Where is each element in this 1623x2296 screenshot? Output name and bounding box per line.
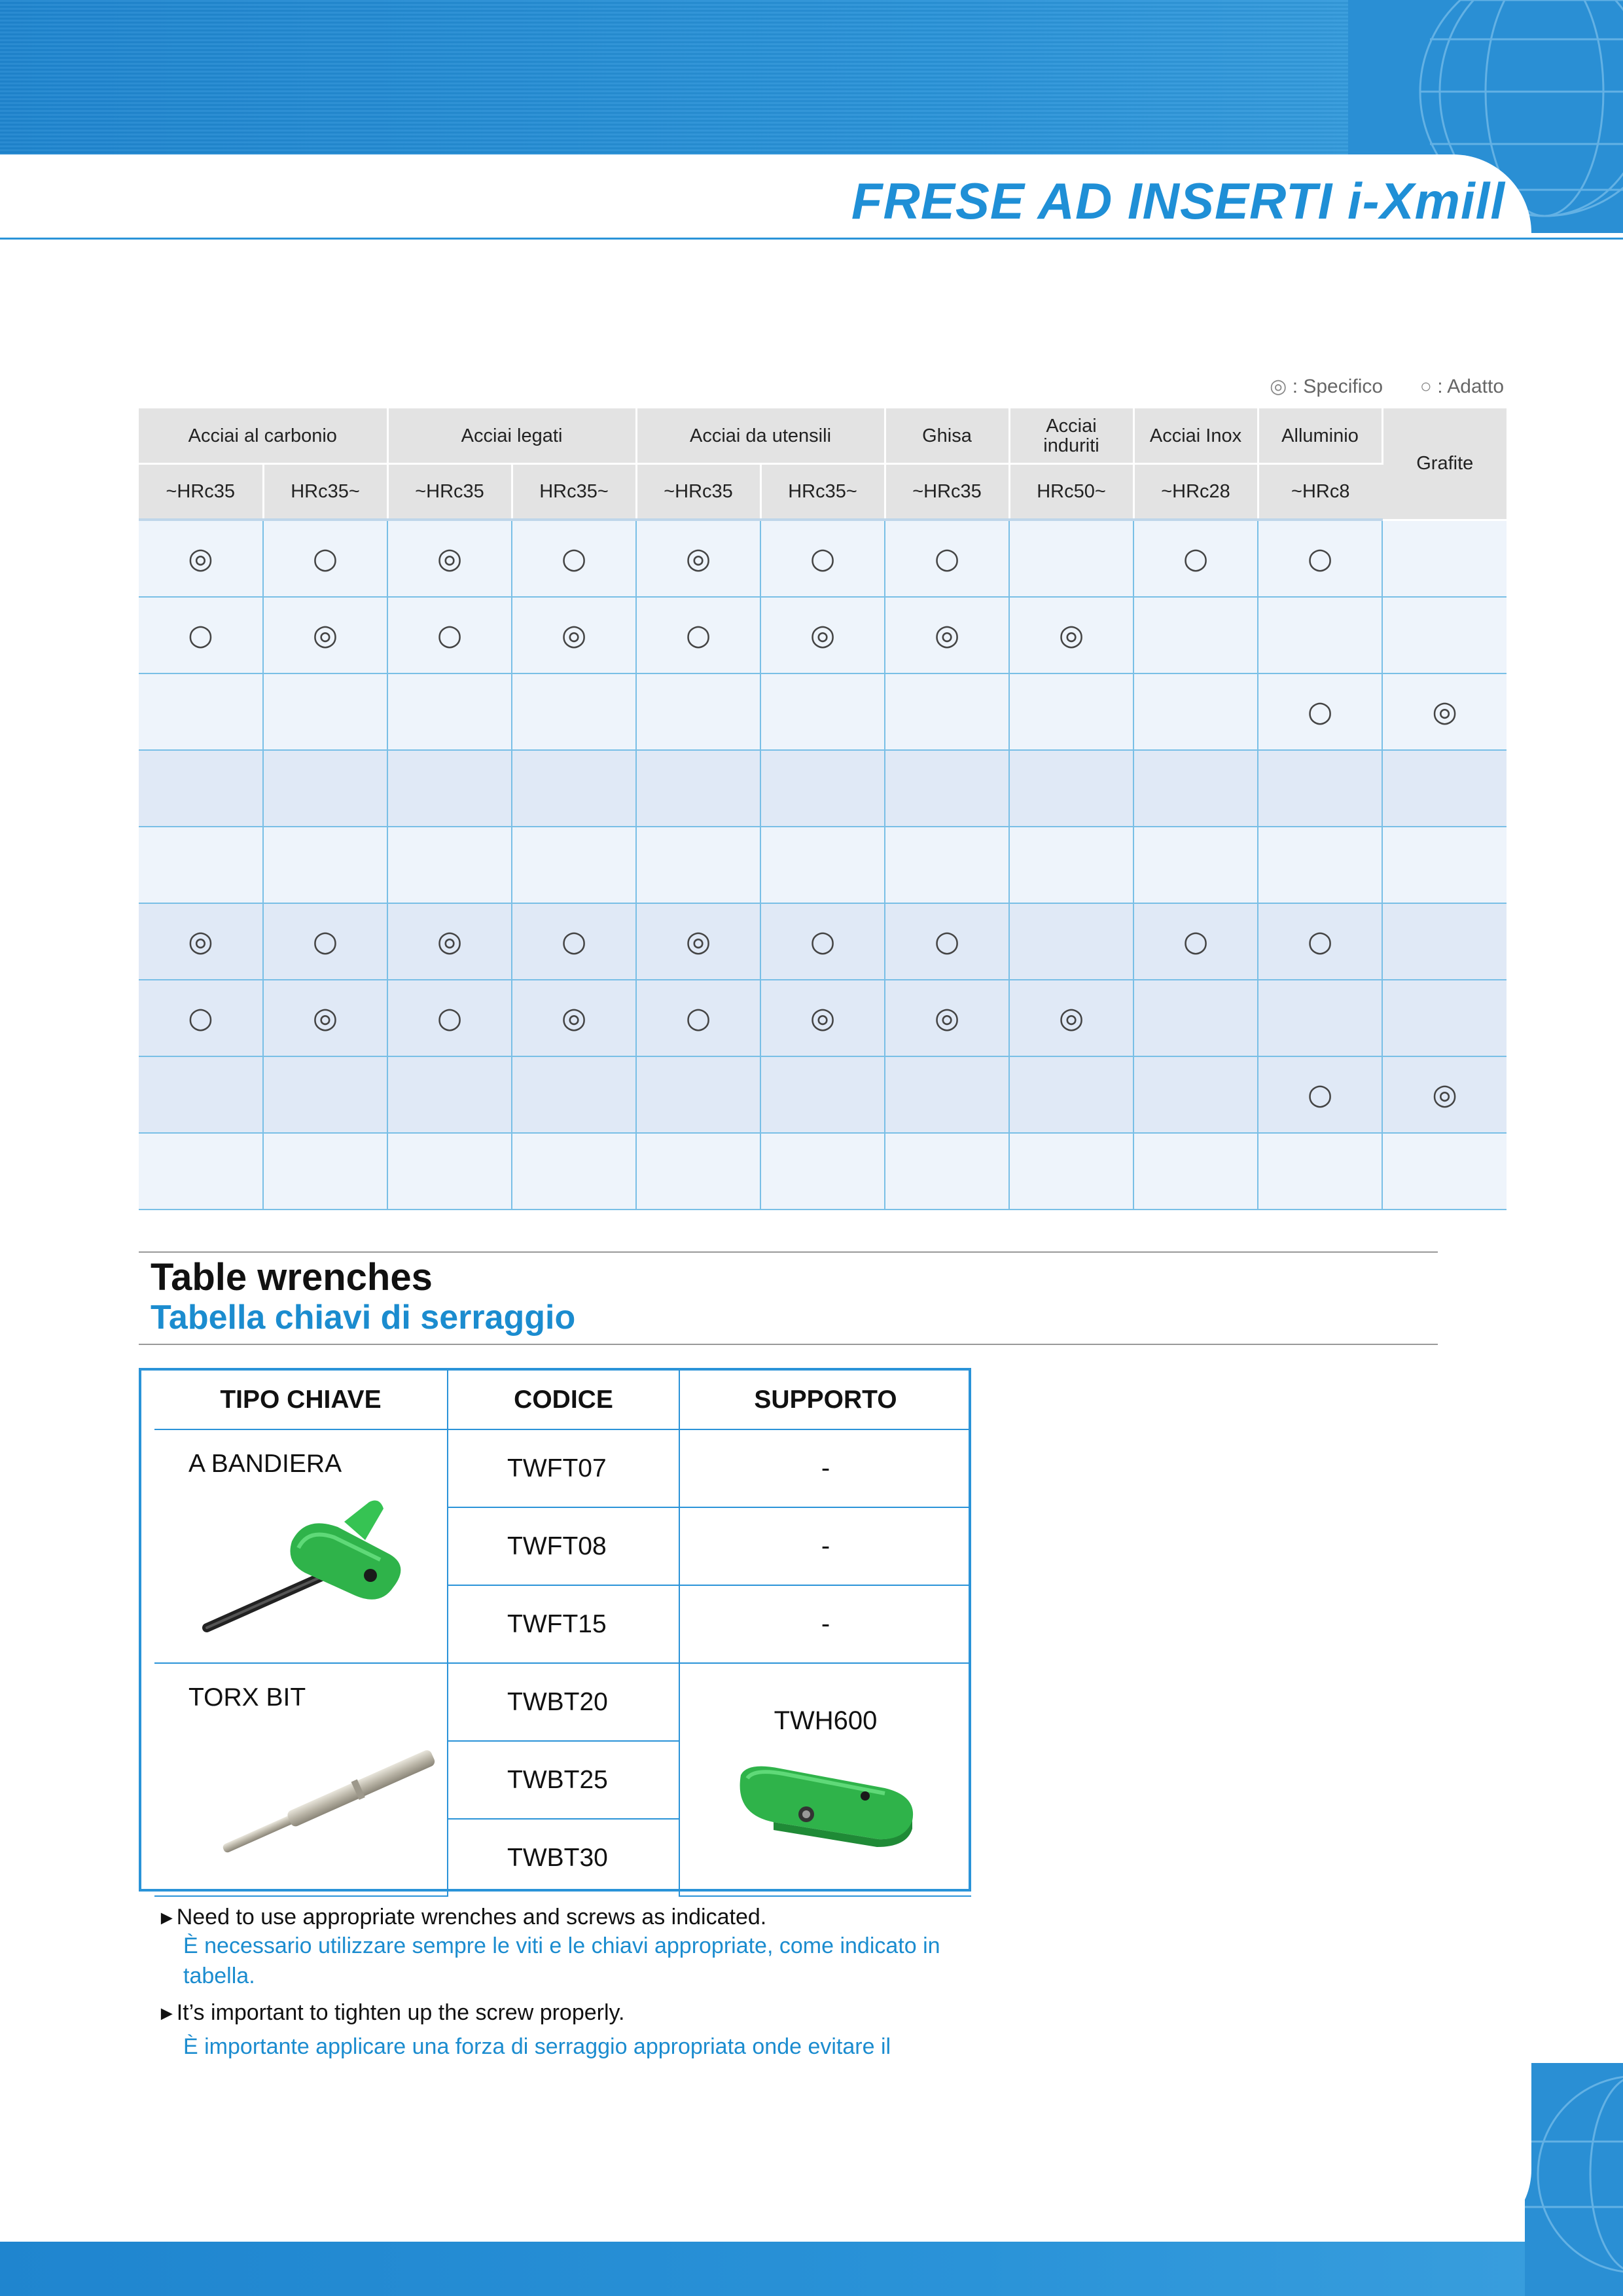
specific-symbol: ◎	[810, 619, 836, 652]
suitability-cell	[760, 1056, 885, 1133]
suitable-symbol: ○	[312, 542, 338, 575]
specific-symbol: ◎	[437, 925, 463, 958]
suitability-cell	[1133, 903, 1258, 980]
suitability-cell	[636, 520, 760, 597]
suitability-cell	[885, 1056, 1009, 1133]
suitable-symbol: ○	[934, 542, 960, 575]
suitability-cell	[1009, 1056, 1133, 1133]
hardness-header: ~HRc35	[885, 464, 1009, 520]
suitability-cell	[139, 673, 263, 750]
suitability-cell	[1009, 1133, 1133, 1210]
suitability-cell	[636, 980, 760, 1056]
suitability-cell	[1382, 520, 1507, 597]
group-header-inox: Acciai Inox	[1133, 408, 1258, 464]
t-handle-wrench-image	[194, 1482, 442, 1656]
support-label-twh600: TWH600	[774, 1706, 878, 1735]
suitability-cell	[885, 597, 1009, 673]
footer-tab	[0, 2063, 1531, 2242]
suitability-cell	[1382, 597, 1507, 673]
support-twh600	[679, 1663, 971, 1896]
hardness-header: ~HRc8	[1258, 464, 1382, 520]
suitable-symbol: ○	[1307, 925, 1333, 958]
group-header-tool: Acciai da utensili	[636, 408, 885, 464]
table-row	[139, 1056, 1507, 1133]
table-row	[139, 520, 1507, 597]
suitability-cell	[636, 597, 760, 673]
suitability-cell	[636, 1056, 760, 1133]
specific-symbol: ◎	[1432, 695, 1457, 728]
suitability-cell	[1258, 520, 1382, 597]
hardness-header: HRc35~	[760, 464, 885, 520]
specific-symbol: ◎	[1058, 619, 1084, 652]
suitability-cell	[760, 903, 885, 980]
suitability-cell	[1009, 520, 1133, 597]
suitability-cell	[1133, 750, 1258, 827]
suitability-cell	[512, 750, 636, 827]
suitability-cell	[1009, 903, 1133, 980]
section-rule-bottom	[139, 1344, 1438, 1345]
suitability-cell	[760, 597, 885, 673]
code-twft07: TWFT07	[448, 1429, 679, 1507]
suitability-cell	[1258, 1056, 1382, 1133]
arrow-right-icon: ►	[157, 2003, 177, 2024]
wrenches-title-it: Tabella chiavi di serraggio	[151, 1299, 576, 1336]
suitable-symbol: ○	[810, 925, 836, 958]
specific-symbol: ◎	[810, 1001, 836, 1035]
specific-symbol: ◎	[312, 1001, 338, 1035]
header-codice: CODICE	[448, 1371, 679, 1429]
suitability-cell	[760, 673, 885, 750]
header-tipo-chiave: TIPO CHIAVE	[154, 1371, 448, 1429]
suitability-cell	[760, 980, 885, 1056]
specific-symbol: ◎	[437, 542, 463, 575]
code-twbt30: TWBT30	[448, 1819, 679, 1896]
suitability-cell	[139, 980, 263, 1056]
support-twft07: -	[679, 1429, 971, 1507]
specific-symbol: ◎	[188, 542, 213, 575]
suitability-cell	[636, 903, 760, 980]
code-twbt25: TWBT25	[448, 1741, 679, 1819]
suitability-cell	[387, 980, 512, 1056]
page-title: FRESE AD INSERTI i-Xmill	[851, 172, 1505, 230]
group-header-alloy: Acciai legati	[387, 408, 636, 464]
suitability-cell	[139, 827, 263, 903]
suitability-cell	[387, 750, 512, 827]
table-row	[139, 1133, 1507, 1210]
specific-symbol: ◎	[1058, 1001, 1084, 1035]
suitability-cell	[387, 827, 512, 903]
suitable-symbol: ○	[437, 1001, 463, 1035]
suitable-symbol: ○	[810, 542, 836, 575]
group-header-cast: Ghisa	[885, 408, 1009, 464]
suitability-cell	[1009, 750, 1133, 827]
code-twft15: TWFT15	[448, 1585, 679, 1663]
suitable-symbol: ○	[685, 1001, 711, 1035]
suitability-cell	[139, 1133, 263, 1210]
suitability-cell	[636, 673, 760, 750]
title-underline	[0, 238, 1623, 240]
table-row	[139, 673, 1507, 750]
torx-bit-image	[194, 1716, 442, 1863]
suitability-cell	[512, 1133, 636, 1210]
table-row	[139, 750, 1507, 827]
suitable-symbol: ○	[437, 619, 463, 652]
suitability-cell	[387, 1056, 512, 1133]
group-header-carbon: Acciai al carbonio	[139, 408, 387, 464]
wrench-table	[154, 1371, 971, 1897]
suitability-cell	[1258, 903, 1382, 980]
wrenches-title-en: Table wrenches	[151, 1256, 433, 1299]
suitability-cell	[1009, 980, 1133, 1056]
support-twft15: -	[679, 1585, 971, 1663]
suitability-cell	[1009, 597, 1133, 673]
hardness-header: HRc35~	[263, 464, 387, 520]
suitability-cell	[885, 520, 1009, 597]
suitability-cell	[1382, 980, 1507, 1056]
suitability-cell	[1258, 980, 1382, 1056]
suitability-cell	[263, 673, 387, 750]
suitability-cell	[139, 520, 263, 597]
specific-symbol: ◎	[934, 619, 960, 652]
code-twbt20: TWBT20	[448, 1663, 679, 1741]
suitability-cell	[263, 1133, 387, 1210]
table-row	[139, 597, 1507, 673]
suitability-cell	[885, 1133, 1009, 1210]
suitable-symbol: ○	[188, 619, 213, 652]
suitability-cell	[387, 903, 512, 980]
group-header-graphite: Grafite	[1382, 408, 1507, 520]
header-supporto: SUPPORTO	[679, 1371, 971, 1429]
suitability-cell	[885, 750, 1009, 827]
suitability-cell	[1382, 1056, 1507, 1133]
suitability-cell	[512, 1056, 636, 1133]
type-cell-torx	[154, 1663, 448, 1896]
specific-symbol: ◎	[561, 619, 587, 652]
footer-band	[0, 2242, 1623, 2296]
suitability-cell	[387, 1133, 512, 1210]
suitability-cell	[139, 903, 263, 980]
suitable-symbol: ○	[561, 542, 587, 575]
suitability-cell	[1258, 827, 1382, 903]
suitability-cell	[1258, 750, 1382, 827]
suitability-cell	[512, 903, 636, 980]
suitable-symbol: ○	[561, 925, 587, 958]
hardened-line-1: Acciai	[1046, 415, 1097, 437]
suitable-symbol: ○	[685, 619, 711, 652]
table-row	[139, 903, 1507, 980]
specific-symbol: ◎	[934, 1001, 960, 1035]
suitable-symbol: ○	[188, 1001, 213, 1035]
suitability-cell	[1009, 673, 1133, 750]
legend	[1270, 375, 1504, 398]
twh600-holder-image	[728, 1749, 924, 1847]
group-header-alu: Alluminio	[1258, 408, 1382, 464]
note-2-it: È importante applicare una forza di serraggio appropriata onde evitare il	[183, 2032, 955, 2092]
type-cell-bandiera	[154, 1429, 448, 1663]
suitability-cell	[885, 903, 1009, 980]
suitability-cell	[760, 827, 885, 903]
hardened-line-2: induriti	[1043, 435, 1099, 456]
hardness-header: ~HRc35	[139, 464, 263, 520]
material-table	[139, 408, 1507, 1210]
specific-symbol: ◎	[685, 542, 711, 575]
type-label-torx: TORX BIT	[188, 1683, 306, 1712]
globe-decoration-bottom	[1525, 2063, 1623, 2296]
suitable-symbol: ○	[1183, 925, 1209, 958]
hardness-header: ~HRc35	[636, 464, 760, 520]
support-twft08: -	[679, 1507, 971, 1585]
suitability-cell	[1009, 827, 1133, 903]
hardness-header: ~HRc28	[1133, 464, 1258, 520]
suitability-cell	[263, 980, 387, 1056]
specific-label: : Specifico	[1292, 376, 1383, 397]
suitable-symbol: ○	[1183, 542, 1209, 575]
suitability-cell	[1258, 1133, 1382, 1210]
specific-symbol: ◎	[1270, 376, 1287, 397]
suitability-cell	[1133, 520, 1258, 597]
suitability-cell	[1382, 827, 1507, 903]
type-label-bandiera: A BANDIERA	[188, 1450, 342, 1478]
suitable-symbol: ○	[1307, 1078, 1333, 1111]
suitability-cell	[1382, 1133, 1507, 1210]
suitability-cell	[1382, 673, 1507, 750]
suitability-cell	[1133, 597, 1258, 673]
suitable-symbol: ○	[1307, 542, 1333, 575]
suitability-cell	[263, 903, 387, 980]
suitability-cell	[885, 827, 1009, 903]
suitability-cell	[636, 1133, 760, 1210]
suitability-cell	[263, 827, 387, 903]
hardness-header: ~HRc35	[387, 464, 512, 520]
suitability-cell	[263, 750, 387, 827]
specific-symbol: ◎	[312, 619, 338, 652]
specific-symbol: ◎	[685, 925, 711, 958]
suitability-cell	[139, 1056, 263, 1133]
suitability-cell	[885, 980, 1009, 1056]
suitability-cell	[1382, 903, 1507, 980]
suitability-cell	[139, 750, 263, 827]
section-rule-top	[139, 1251, 1438, 1253]
suitability-cell	[263, 1056, 387, 1133]
suitability-cell	[636, 750, 760, 827]
suitability-cell	[512, 827, 636, 903]
group-header-hardened	[1009, 408, 1133, 464]
suitable-symbol: ○	[934, 925, 960, 958]
suitable-symbol: ○	[1419, 376, 1432, 397]
suitability-cell	[263, 597, 387, 673]
suitability-cell	[885, 673, 1009, 750]
suitability-cell	[387, 520, 512, 597]
note-2-en: ►It’s important to tighten up the screw properly.	[157, 2000, 625, 2025]
table-row	[139, 827, 1507, 903]
suitability-cell	[1258, 597, 1382, 673]
suitability-cell	[760, 1133, 885, 1210]
suitability-cell	[760, 520, 885, 597]
specific-symbol: ◎	[188, 925, 213, 958]
suitability-cell	[387, 673, 512, 750]
suitability-cell	[512, 980, 636, 1056]
suitable-label: : Adatto	[1437, 376, 1504, 397]
hardness-header: HRc35~	[512, 464, 636, 520]
suitable-symbol: ○	[1307, 695, 1333, 728]
suitability-cell	[1382, 750, 1507, 827]
suitability-cell	[1133, 673, 1258, 750]
suitability-cell	[760, 750, 885, 827]
suitability-cell	[512, 520, 636, 597]
suitability-cell	[636, 827, 760, 903]
suitability-cell	[512, 597, 636, 673]
code-twft08: TWFT08	[448, 1507, 679, 1585]
suitability-cell	[139, 597, 263, 673]
hardness-header: HRc50~	[1009, 464, 1133, 520]
suitability-cell	[387, 597, 512, 673]
arrow-right-icon: ►	[157, 1907, 177, 1929]
specific-symbol: ◎	[1432, 1078, 1457, 1111]
suitability-cell	[263, 520, 387, 597]
suitability-cell	[1133, 980, 1258, 1056]
suitability-cell	[1133, 1056, 1258, 1133]
table-row	[139, 980, 1507, 1056]
suitability-cell	[1133, 827, 1258, 903]
note-1-it: È necessario utilizzare sempre le viti e le chiavi appropriate, come indicato in tabella.	[183, 1933, 940, 1988]
suitable-symbol: ○	[312, 925, 338, 958]
specific-symbol: ◎	[561, 1001, 587, 1035]
suitability-cell	[1258, 673, 1382, 750]
note-1-en: ►Need to use appropriate wrenches and screws as indicated.	[157, 1905, 767, 1929]
suitability-cell	[1133, 1133, 1258, 1210]
suitability-cell	[512, 673, 636, 750]
